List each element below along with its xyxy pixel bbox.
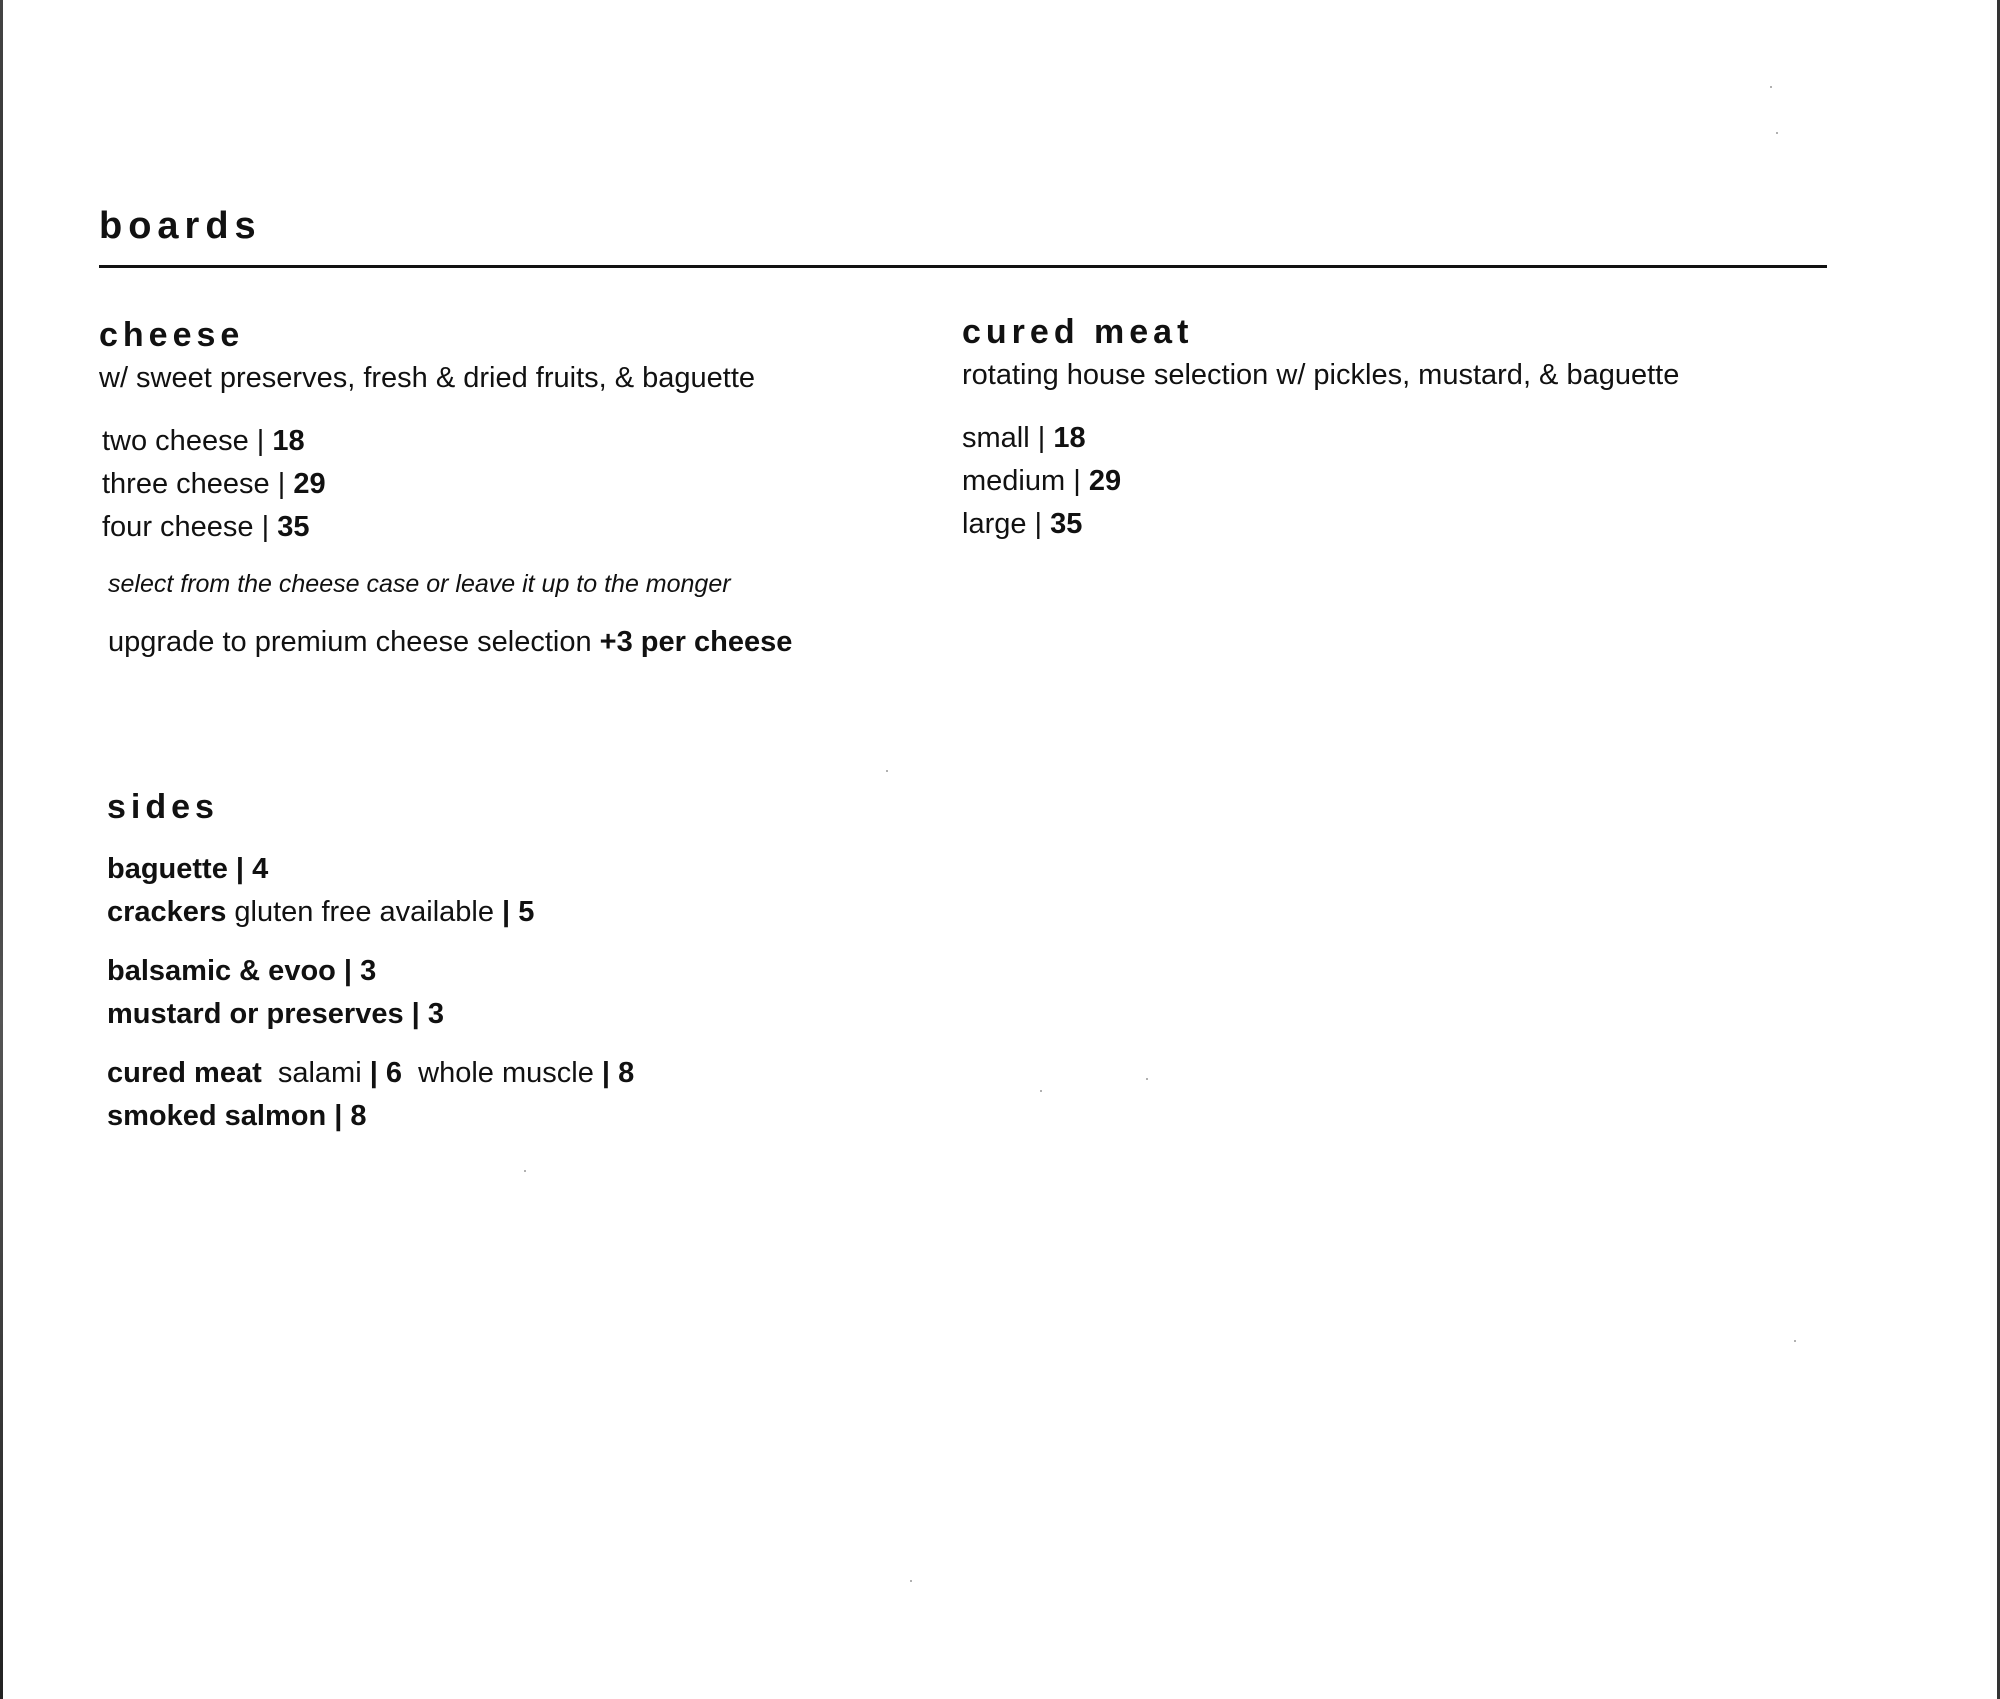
side-item-crackers: crackers gluten free available | 5 [107, 896, 535, 928]
scan-speck [1040, 1090, 1042, 1092]
price: 3 [360, 955, 377, 987]
price: 29 [293, 468, 326, 500]
side-item-mustard: mustard or preserves | 3 [107, 998, 444, 1030]
price: 8 [350, 1100, 367, 1132]
price: 8 [618, 1057, 635, 1089]
scan-speck [1146, 1078, 1148, 1080]
price: 35 [277, 511, 310, 543]
upgrade-price: +3 per cheese [599, 626, 793, 658]
sides-group-proteins [107, 1052, 634, 1138]
cheese-option: three cheese | 29 [102, 468, 326, 500]
price: 4 [252, 853, 269, 885]
side-item-baguette: baguette | 4 [107, 853, 269, 885]
price: 6 [385, 1057, 403, 1089]
boards-divider [99, 265, 1827, 268]
price: 18 [272, 425, 305, 457]
cured-meat-option: small | 18 [962, 422, 1086, 454]
scan-edge-left [0, 0, 3, 1699]
scan-speck [910, 1580, 912, 1582]
sides-group-bread [107, 848, 534, 934]
cured-meat-option: large | 35 [962, 508, 1083, 540]
sides-heading: sides [107, 788, 219, 826]
cured-meat-heading: cured meat [962, 313, 1194, 351]
price: 18 [1053, 422, 1086, 454]
cheese-option: four cheese | 35 [102, 511, 310, 543]
cheese-options-list [102, 420, 326, 549]
cheese-upgrade: upgrade to premium cheese selection +3 per cheese [108, 626, 793, 658]
cured-meat-options-list [962, 417, 1121, 546]
cheese-description: w/ sweet preserves, fresh & dried fruits, & baguette [99, 362, 756, 394]
side-item-balsamic: balsamic & evoo | 3 [107, 955, 377, 987]
price: 35 [1050, 508, 1083, 540]
cheese-heading: cheese [99, 316, 245, 354]
scan-speck [524, 1170, 526, 1172]
sides-group-condiments [107, 950, 444, 1036]
cured-meat-description: rotating house selection w/ pickles, mustard, & baguette [962, 359, 1680, 391]
side-item-smoked-salmon: smoked salmon | 8 [107, 1100, 367, 1132]
boards-heading: boards [99, 205, 262, 247]
side-item-cured-meat: cured meat salami | 6 whole muscle | 8 [107, 1057, 635, 1089]
scan-speck [1770, 86, 1772, 88]
price: 29 [1088, 465, 1122, 497]
scan-speck [886, 770, 888, 772]
scan-speck [1794, 1340, 1796, 1342]
price: 5 [518, 896, 535, 928]
cured-meat-option: medium | 29 [962, 465, 1122, 497]
price: 3 [427, 998, 444, 1030]
cheese-option: two cheese | 18 [102, 425, 305, 457]
cheese-note: select from the cheese case or leave it up to the monger [108, 570, 731, 598]
scan-speck [1776, 132, 1778, 134]
